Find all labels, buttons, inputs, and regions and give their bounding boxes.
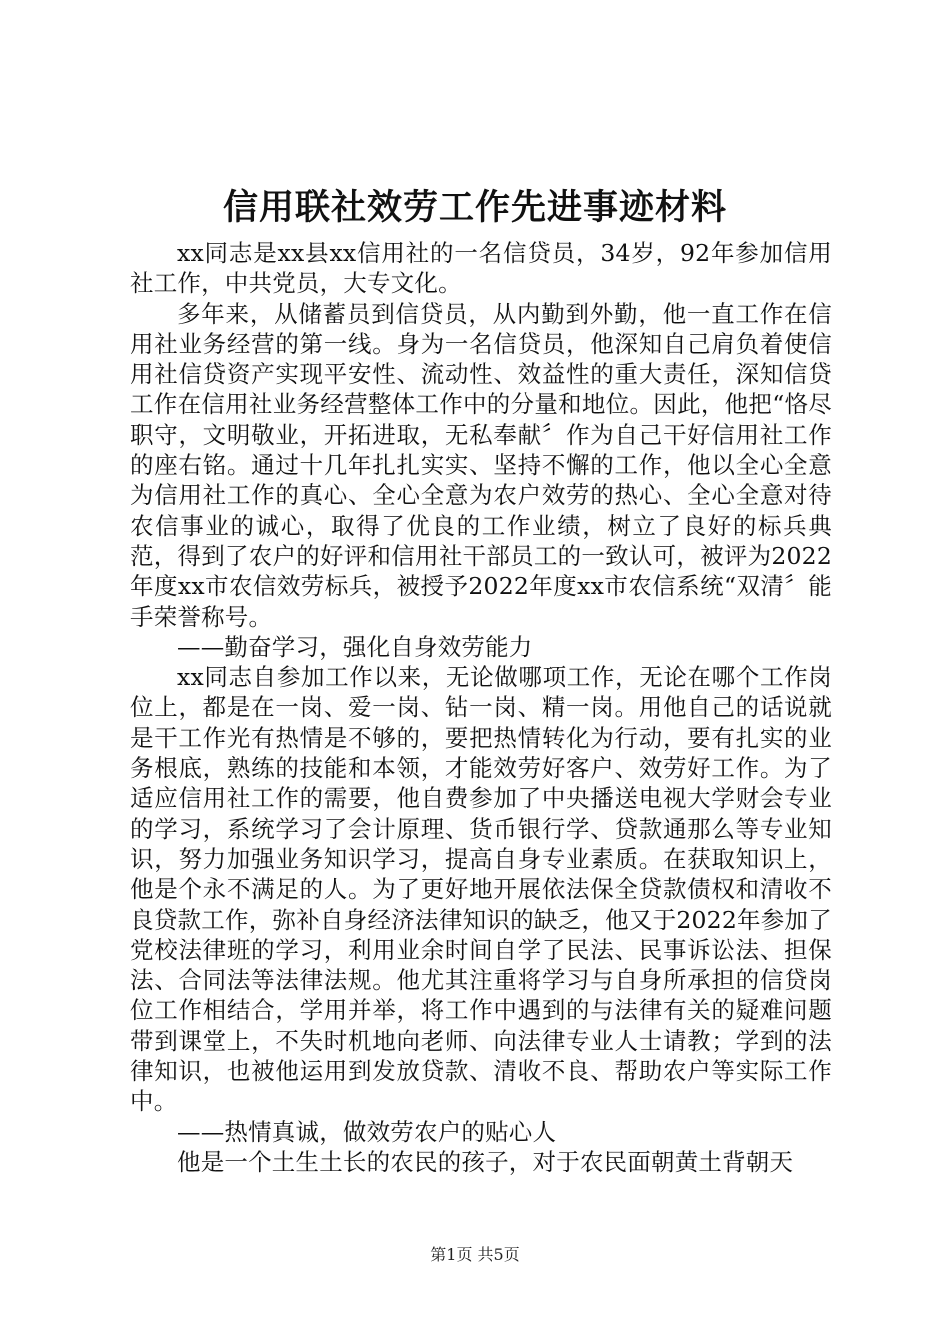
paragraph-career: 多年来，从储蓄员到信贷员，从内勤到外勤，他一直工作在信用社业务经营的第一线。身为一名信贷员，他深知自己肩负着使信用社信贷资产实现平安性、流动性、效益性的重大责任，深知信贷工作在信用社业务经营整体工作中的分量和地位。因此，他把“恪尽职守，文明敬业，开拓进取，无私奉献〞作为自己干好信用社工作的座右铭。通过十几年扎扎实实、坚持不懈的工作，他以全心全意为信用社工作的真心、全心全意为农户效劳的热心、全心全意对待农信事业的诚心，取得了优良的工作业绩，树立了良好的标兵典范，得到了农户的好评和信用社干部员工的一致认可，被评为2022年度xx市农信效劳标兵，被授予2022年度xx市农信系统“双清〞能手荣誉称号。 <box>130 299 832 631</box>
section-heading-study: ——勤奋学习，强化自身效劳能力 <box>177 632 533 661</box>
paragraph-study: xx同志自参加工作以来，无论做哪项工作，无论在哪个工作岗位上，都是在一岗、爱一岗、钻一岗、精一岗。用他自己的话说就是干工作光有热情是不够的，要把热情转化为行动，要有扎实的业务根底，熟练的技能和本领，才能效劳好客户、效劳好工作。为了适应信用社工作的需要，他自费参加了中央播送电视大学财会专业的学习，系统学习了会计原理、货币银行学、贷款通那么等专业知识，努力加强业务知识学习，提高自身专业素质。在获取知识上，他是个永不满足的人。为了更好地开展依法保全贷款债权和清收不良贷款工作，弥补自身经济法律知识的缺乏，他又于2022年参加了党校法律班的学习，利用业余时间自学了民法、民事诉讼法、担保法、合同法等法律法规。他尤其注重将学习与自身所承担的信贷岗位工作相结合，学用并举，将工作中遇到的与法律有关的疑难问题带到课堂上，不失时机地向老师、向法律专业人士请教；学到的法律知识，也被他运用到发放贷款、清收不良、帮助农户等实际工作中。 <box>130 663 832 1116</box>
document-title: 信用联社效劳工作先进事迹材料 <box>222 187 727 228</box>
paragraph-service: 他是一个土生土长的农民的孩子，对于农民面朝黄土背朝天 <box>177 1147 794 1176</box>
section-heading-service: ——热情真诚，做效劳农户的贴心人 <box>177 1117 557 1146</box>
document-body <box>130 238 832 1177</box>
page-number-footer: 第1页 共5页 <box>430 1245 520 1264</box>
paragraph-intro: xx同志是xx县xx信用社的一名信贷员，34岁，92年参加信用社工作，中共党员，大专文化。 <box>130 239 832 298</box>
